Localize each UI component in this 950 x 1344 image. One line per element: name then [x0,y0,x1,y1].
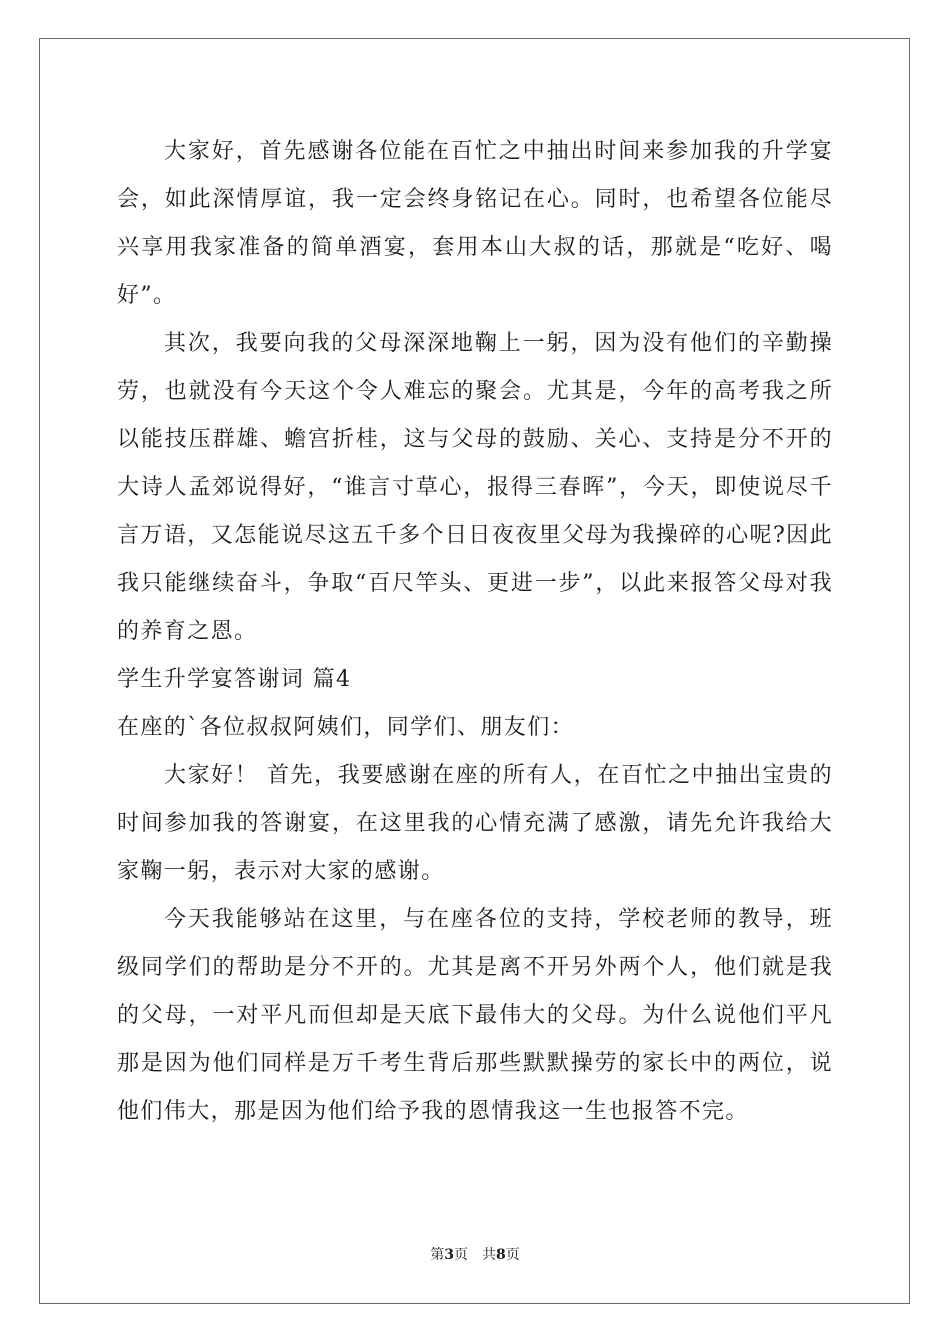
page-current: 3 [444,1247,454,1263]
page-total: 8 [496,1247,506,1263]
paragraph-1: 大家好，首先感谢各位能在百忙之中抽出时间来参加我的升学宴会，如此深情厚谊，我一定会终身铭记在心。同时，也希望各位能尽兴享用我家准备的简单酒宴，套用本山大叔的话，那就是“吃好、喝好”。 [117,139,833,308]
paragraph-3: 大家好！ 首先，我要感谢在座的所有人，在百忙之中抽出宝贵的时间参加我的答谢宴，在这里我的心情充满了感激，请先允许我给大家鞠一躬，表示对大家的感谢。 [117,763,833,884]
section-title: 学生升学宴答谢词 篇4 [117,667,352,692]
page-footer [0,1244,950,1264]
page-prefix: 第 [430,1247,445,1263]
total-prefix: 共 [482,1247,496,1263]
page-suffix: 页 [454,1247,468,1263]
document-body [117,128,833,1136]
paragraph-4: 今天我能够站在这里，与在座各位的支持，学校老师的教导，班级同学们的帮助是分不开的。尤其是离不开另外两个人，他们就是我的父母，一对平凡而但却是天底下最伟大的父母。为什么说他们平凡那是因为他们同样是万千考生背后那些默默操劳的家长中的两位，说他们伟大，那是因为他们给予我的恩情我这一生也报答不完。 [117,907,833,1124]
salutation: 在座的`各位叔叔阿姨们，同学们、朋友们： [117,715,575,740]
total-suffix: 页 [505,1247,520,1263]
paragraph-2: 其次，我要向我的父母深深地鞠上一躬，因为没有他们的辛勤操劳，也就没有今天这个令人难忘的聚会。尤其是，今年的高考我之所以能技压群雄、蟾宫折桂，这与父母的鼓励、关心、支持是分不开的大诗人孟郊说得好，“谁言寸草心，报得三春晖”，今天，即使说尽千言万语，又怎能说尽这五千多个日日夜夜里父母为我操碎的心呢?因此我只能继续奋斗，争取“百尺竿头、更进一步”，以此来报答父母对我的养育之恩。 [117,331,833,644]
